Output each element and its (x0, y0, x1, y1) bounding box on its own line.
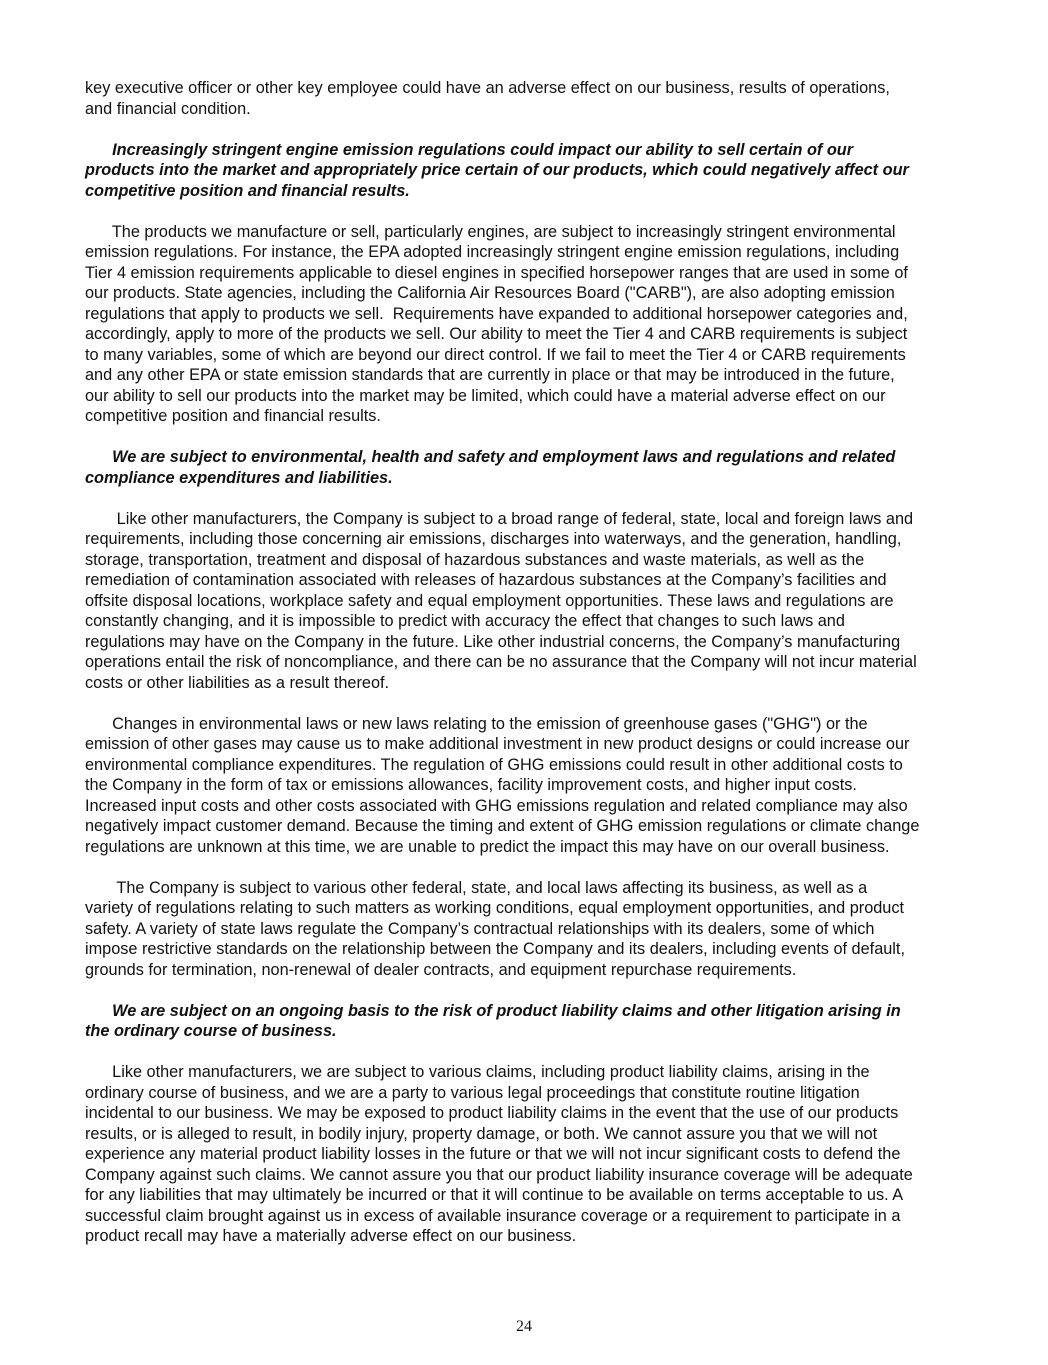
text-line: grounds for termination, non-renewal of dealer contracts, and equipment repurchase requirements. (85, 960, 797, 979)
text-line: We are subject on an ongoing basis to the risk of product liability claims and other litigation arising in (85, 1001, 901, 1020)
text-line: experience any material product liability losses in the future or that we will not incur significant costs to defend the (85, 1145, 901, 1163)
body-paragraph (85, 222, 985, 427)
body-paragraph (85, 714, 985, 858)
text-line: incidental to our business. We may be exposed to product liability claims in the event that the use of our products (85, 1104, 899, 1122)
text-line: the ordinary course of business. (85, 1022, 337, 1040)
text-line: variety of regulations relating to such matters as working conditions, equal employment opportunities, and product (85, 899, 905, 917)
text-line: impose restrictive standards on the relationship between the Company and its dealers, including events of default, (85, 940, 905, 958)
section-heading (85, 140, 985, 202)
text-line: Like other manufacturers, the Company is subject to a broad range of federal, state, local and foreign laws and (85, 509, 914, 528)
text-line: safety. A variety of state laws regulate the Company’s contractual relationships with its dealers, some of which (85, 919, 875, 938)
body-paragraph (85, 78, 985, 119)
text-line: competitive position and financial results. (85, 181, 410, 200)
text-line: regulations may have on the Company in the future. Like other industrial concerns, the Company’s manufacturing (85, 632, 901, 651)
document-body (85, 78, 985, 1267)
text-line: requirements, including those concerning air emissions, discharges into waterways, and the generation, handling, (85, 530, 902, 548)
text-line: and any other EPA or state emission standards that are currently in place or that may be introduced in the future, (85, 366, 895, 384)
body-paragraph (85, 1062, 985, 1247)
section-heading (85, 447, 985, 488)
body-paragraph (85, 509, 985, 694)
text-line: negatively impact customer demand. Because the timing and extent of GHG emission regulations or climate change (85, 817, 920, 835)
text-line: compliance expenditures and liabilities. (85, 468, 393, 487)
text-line: Changes in environmental laws or new laws relating to the emission of greenhouse gases ("GHG") or the (85, 714, 868, 733)
text-line: the Company in the form of tax or emissions allowances, facility improvement costs, and higher input costs. (85, 776, 857, 794)
text-line: to many variables, some of which are beyond our direct control. If we fail to meet the Tier 4 or CARB requirements (85, 345, 906, 364)
text-line: key executive officer or other key employee could have an adverse effect on our business, results of operations, (85, 79, 890, 97)
body-paragraph (85, 878, 985, 981)
text-line: Company against such claims. We cannot assure you that our product liability insurance coverage will be adequate (85, 1165, 913, 1184)
text-line: emission of other gases may cause us to make additional investment in new product designs or could increase our (85, 735, 910, 753)
text-line: products into the market and appropriately price certain of our products, which could negatively affect our (85, 161, 909, 179)
text-line: competitive position and financial results. (85, 407, 381, 425)
text-line: our products. State agencies, including the California Air Resources Board ("CARB"), are also adopting emission (85, 284, 895, 302)
page-number: 24 (516, 1318, 532, 1335)
text-line: Tier 4 emission requirements applicable to diesel engines in specified horsepower ranges that are used in some of (85, 263, 908, 282)
text-line: Increased input costs and other costs associated with GHG emissions regulation and related compliance may also (85, 796, 908, 815)
text-line: Increasingly stringent engine emission regulations could impact our ability to sell certain of our (85, 140, 854, 159)
text-line: for any liabilities that may ultimately be incurred or that it will continue to be available on terms acceptable to us. A (85, 1186, 904, 1204)
text-line: We are subject to environmental, health and safety and employment laws and regulations and related (85, 448, 896, 466)
text-line: remediation of contamination associated with releases of hazardous substances at the Company’s facilities and (85, 571, 887, 589)
text-line: constantly changing, and it is impossible to predict with accuracy the effect that changes to such laws and (85, 612, 845, 630)
text-line: our ability to sell our products into the market may be limited, which could have a material adverse effect on our (85, 386, 886, 405)
text-line: accordingly, apply to more of the products we sell. Our ability to meet the Tier 4 and CARB requirements is subject (85, 325, 908, 343)
text-line: regulations that apply to products we sell. Requirements have expanded to additional horsepower categories and, (85, 304, 908, 323)
text-line: and financial condition. (85, 99, 251, 118)
text-line: emission regulations. For instance, the EPA adopted increasingly stringent engine emission regulations, including (85, 243, 900, 261)
text-line: The Company is subject to various other federal, state, and local laws affecting its business, as well as a (85, 878, 868, 897)
text-line: storage, transportation, treatment and disposal of hazardous substances and waste materials, as well as the (85, 550, 865, 569)
text-line: costs or other liabilities as a result thereof. (85, 673, 390, 692)
text-line: The products we manufacture or sell, particularly engines, are subject to increasingly stringent environmental (85, 222, 896, 241)
text-line: results, or is alleged to result, in bodily injury, property damage, or both. We cannot assure you that we will not (85, 1124, 878, 1143)
text-line: successful claim brought against us in excess of available insurance coverage or a requirement to participate in a (85, 1206, 901, 1225)
text-line: product recall may have a materially adverse effect on our business. (85, 1227, 577, 1245)
section-heading (85, 1001, 985, 1042)
text-line: ordinary course of business, and we are a party to various legal proceedings that constitute routine litigation (85, 1083, 860, 1102)
text-line: regulations are unknown at this time, we are unable to predict the impact this may have on our overall business. (85, 837, 890, 856)
text-line: environmental compliance expenditures. The regulation of GHG emissions could result in other additional costs to (85, 755, 903, 774)
text-line: offsite disposal locations, workplace safety and equal employment opportunities. These laws and regulations are (85, 591, 894, 610)
text-line: operations entail the risk of noncompliance, and there can be no assurance that the Company will not incur material (85, 653, 917, 671)
text-line: Like other manufacturers, we are subject to various claims, including product liability claims, arising in the (85, 1063, 870, 1081)
